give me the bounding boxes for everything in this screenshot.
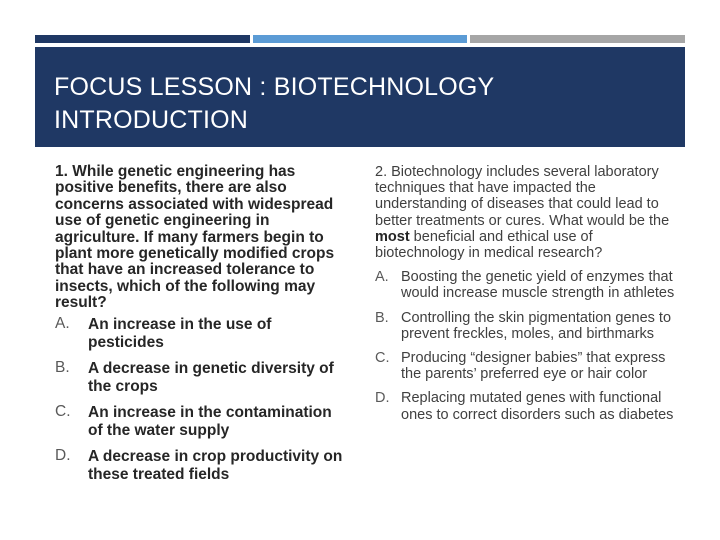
accent-bar-blue: [253, 35, 467, 43]
right-option-a-letter: A.: [375, 269, 389, 286]
right-option-c-letter: C.: [375, 350, 390, 367]
left-option-b-text: A decrease in genetic diversity of the crops: [88, 359, 334, 395]
right-option-b: [375, 310, 675, 342]
right-option-c-text: Producing “designer babies” that express the parents’ preferred eye or hair color: [401, 350, 666, 383]
left-question-text: 1. While genetic engineering has positive benefits, there are also concerns associated with widespread use of genetic engineering in agriculture. If many farmers begin to plant more genetically modified crops that have an increased tolerance to insects, which of the following may result?: [55, 163, 335, 312]
left-option-a: [55, 316, 345, 352]
right-question-emphasis: most: [375, 228, 410, 245]
right-option-d: [375, 390, 675, 422]
right-option-a-text: Boosting the genetic yield of enzymes that would increase muscle strength in athletes: [401, 269, 675, 302]
slide-title: FOCUS LESSON : BIOTECHNOLOGY INTRODUCTION: [54, 73, 494, 134]
left-option-c-text: An increase in the contamination of the water supply: [88, 403, 332, 439]
right-question-text: [375, 164, 675, 261]
left-option-d-text: A decrease in crop productivity on these treated fields: [88, 447, 343, 483]
title-banner: [35, 47, 685, 147]
left-option-a-text: An increase in the use of pesticides: [88, 315, 272, 351]
right-option-b-text: Controlling the skin pigmentation genes to prevent freckles, moles, and birthmarks: [401, 309, 672, 342]
right-option-b-letter: B.: [375, 309, 389, 326]
accent-bar-navy: [35, 35, 250, 43]
right-option-a: [375, 269, 675, 301]
right-option-c: [375, 350, 675, 382]
right-question-text-after: beneficial and ethical use of biotechnology in medical research?: [375, 228, 603, 262]
right-option-d-text: Replacing mutated genes with functional ones to correct disorders such as diabetes: [401, 390, 674, 423]
left-option-c: [55, 404, 345, 440]
left-option-a-letter: A.: [55, 314, 70, 332]
left-option-b: [55, 360, 345, 396]
left-options-list: [55, 316, 345, 484]
left-option-c-letter: C.: [55, 402, 71, 420]
right-question-text-before: 2. Biotechnology includes several laboratory techniques that have impacted the understanding of diseases that could lead to better treatments or cures. What would be the: [375, 164, 670, 229]
left-option-d: [55, 448, 345, 484]
left-option-d-letter: D.: [55, 446, 71, 464]
left-option-b-letter: B.: [55, 358, 70, 376]
right-option-d-letter: D.: [375, 390, 390, 407]
right-question-column: [375, 164, 675, 431]
accent-bar-gray: [470, 35, 685, 43]
left-question-column: [55, 164, 345, 492]
